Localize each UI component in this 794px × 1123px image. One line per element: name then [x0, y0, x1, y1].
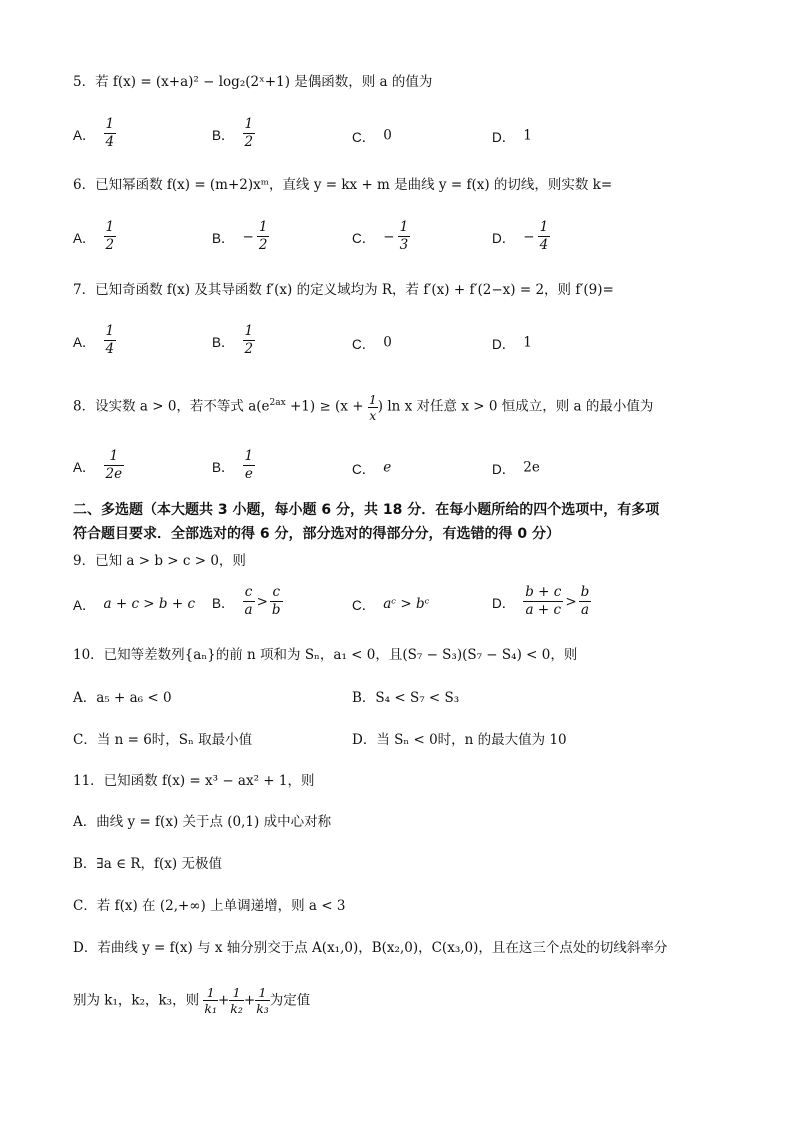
- q8-option-c: [352, 458, 391, 478]
- q11-option-d-line2: [73, 978, 310, 1023]
- denominator: 4: [105, 341, 115, 357]
- option-label: C．: [352, 230, 376, 246]
- numerator: 1: [105, 323, 115, 339]
- numerator: b + c: [525, 584, 562, 600]
- numerator: 1: [399, 219, 409, 235]
- option-value: 0: [383, 127, 392, 144]
- section-heading-line1: 二、多选题（本大题共 3 小题，每小题 6 分，共 18 分．在每小题所给的四个选项中，有多项: [73, 502, 660, 518]
- q7-option-a: [73, 323, 116, 358]
- q11-option-c: C．若 f(x) 在 (2,+∞) 上单调递增，则 a < 3: [73, 898, 346, 914]
- q5-option-c: [352, 126, 392, 146]
- q11-option-b: B．∃a ∈ R，f(x) 无极值: [73, 856, 222, 872]
- option-value: 2e: [523, 459, 540, 476]
- q11-option-d-line1: D．若曲线 y = f(x) 与 x 轴分别交于点 A(x₁,0)，B(x₂,0)，C(x₃,0)，且在这三个点处的切线斜率分: [73, 940, 668, 956]
- denominator: 2e: [105, 466, 123, 482]
- denominator: a: [579, 601, 592, 619]
- denominator: x: [369, 407, 377, 423]
- q10-option-b: B．S₄ < S₇ < S₃: [352, 690, 460, 706]
- q10-option-c: C．当 n = 6时，Sₙ 取最小值: [73, 732, 253, 748]
- fraction: [538, 219, 551, 254]
- q9-option-a: [73, 594, 195, 614]
- option-label: D．: [492, 337, 516, 352]
- q11-stem: 11．已知函数 f(x) = x³ − ax² + 1，则: [73, 773, 315, 789]
- option-label: B．: [212, 230, 235, 246]
- numerator: c: [244, 584, 253, 600]
- q5-option-b: [212, 116, 255, 151]
- option-label: C．: [352, 130, 376, 145]
- q8-fraction: [368, 392, 378, 423]
- option-value: aᶜ > bᶜ: [383, 596, 430, 612]
- fraction: [243, 323, 256, 358]
- q11-d-suffix: 为定值: [269, 992, 311, 1009]
- q8-option-b: [212, 448, 255, 483]
- denominator: a: [244, 602, 253, 618]
- denominator: k₁: [204, 1001, 217, 1016]
- fraction: [104, 448, 125, 483]
- numerator: 1: [206, 985, 215, 1000]
- option-label: C．: [352, 337, 376, 352]
- q5-option-d: [492, 126, 532, 146]
- option-label: D．: [492, 462, 516, 477]
- denominator: 4: [105, 134, 115, 150]
- q9-option-c: [352, 594, 429, 614]
- fraction: [243, 584, 255, 619]
- fraction: [398, 219, 411, 254]
- option-value: 1: [523, 334, 532, 351]
- minus-sign: −: [383, 228, 395, 245]
- q5-stem: 5．若 f(x) = (x+a)² − log₂(2ˣ+1) 是偶函数，则 a 的值为: [73, 74, 433, 90]
- numerator: 1: [244, 448, 254, 464]
- q9-stem: 9．已知 a > b > c > 0，则: [73, 553, 246, 569]
- option-label: B．: [212, 127, 235, 143]
- numerator: c: [272, 584, 280, 600]
- option-value: 1: [523, 127, 532, 144]
- minus-sign: −: [242, 228, 254, 245]
- q7-option-b: [212, 323, 255, 358]
- numerator: b: [580, 584, 590, 600]
- fraction: [243, 116, 256, 151]
- denominator: 3: [399, 237, 409, 253]
- numerator: 1: [105, 116, 115, 132]
- q5-option-a: [73, 116, 116, 151]
- fraction: [243, 448, 256, 483]
- q10-stem: 10．已知等差数列{aₙ}的前 n 项和为 Sₙ，a₁ < 0，且(S₇ − S₃)(S₇ − S₄) < 0，则: [73, 647, 578, 663]
- section-heading: [73, 498, 733, 546]
- option-label: A．: [73, 230, 96, 246]
- q7-stem: 7．已知奇函数 f(x) 及其导函数 f′(x) 的定义域均为 R，若 f′(x) + f′(2−x) = 2，则 f′(9)=: [73, 282, 614, 298]
- denominator: 4: [539, 237, 549, 253]
- q8-option-d: [492, 458, 540, 478]
- q6-option-a: [73, 219, 116, 254]
- plus-sign: +: [217, 992, 230, 1009]
- fraction: [523, 584, 563, 619]
- option-label: B．: [212, 459, 235, 475]
- section-heading-line2: 符合题目要求．全部选对的得 6 分，部分选对的得部分分，有选错的得 0 分）: [73, 526, 560, 542]
- q8-stem-part1: 8．设实数 a > 0，若不等式 a(e: [73, 398, 270, 415]
- fraction: [579, 584, 592, 619]
- denominator: 2: [244, 134, 254, 150]
- option-label: A．: [73, 334, 96, 350]
- option-label: A．: [73, 598, 96, 613]
- option-label: C．: [352, 462, 376, 477]
- q8-stem: [73, 385, 653, 425]
- option-label: B．: [212, 334, 235, 350]
- q6-option-c: [352, 219, 410, 254]
- option-value: 0: [383, 334, 392, 351]
- denominator: k₂: [230, 1001, 243, 1016]
- numerator: 1: [105, 219, 115, 235]
- denominator: 2: [244, 341, 254, 357]
- option-label: A．: [73, 459, 96, 475]
- q7-option-c: [352, 333, 392, 353]
- numerator: 1: [232, 985, 241, 1000]
- numerator: 1: [539, 219, 549, 235]
- q10-option-a: A．a₅ + a₆ < 0: [73, 690, 172, 706]
- denominator: a + c: [523, 601, 563, 619]
- option-label: D．: [492, 130, 516, 145]
- q11-d-text: 别为 k₁，k₂，k₃，则: [73, 992, 200, 1009]
- q6-stem: 6．已知幂函数 f(x) = (m+2)xᵐ，直线 y = kx + m 是曲线 y = f(x) 的切线，则实数 k=: [73, 177, 613, 193]
- fraction: [270, 584, 283, 619]
- option-label: D．: [492, 595, 516, 611]
- fraction: [255, 985, 270, 1016]
- denominator: b: [271, 602, 281, 618]
- q7-option-d: [492, 333, 532, 353]
- q6-option-d: [492, 219, 550, 254]
- q9-option-d: D． $\frac{b + c}{a + c}$ > $\frac{b}{a}$: [492, 584, 590, 618]
- denominator: 2: [258, 237, 268, 253]
- numerator: 1: [368, 391, 377, 407]
- fraction: [257, 219, 270, 254]
- fraction: [203, 985, 218, 1016]
- numerator: 1: [244, 323, 254, 339]
- option-label: D．: [492, 230, 516, 246]
- minus-sign: −: [523, 228, 535, 245]
- fraction: [104, 323, 117, 358]
- fraction: [104, 219, 117, 254]
- option-label: C．: [352, 598, 376, 613]
- q11-option-a: A．曲线 y = f(x) 关于点 (0,1) 成中心对称: [73, 814, 332, 830]
- q9-option-b: B． $\frac{c}{a}$ > $\frac{c}{b}$: [212, 584, 281, 618]
- q8-exponent: 2ax: [269, 398, 286, 408]
- q10-option-d: D．当 Sₙ < 0时，n 的最大值为 10: [352, 732, 567, 748]
- numerator: 1: [244, 116, 254, 132]
- denominator: 2: [105, 237, 115, 253]
- numerator: 1: [258, 219, 268, 235]
- q8-option-a: [73, 448, 124, 483]
- numerator: 1: [109, 448, 119, 464]
- fraction: [229, 985, 244, 1016]
- option-label: A．: [73, 127, 96, 143]
- denominator: e: [243, 465, 256, 483]
- option-value: e: [383, 459, 392, 476]
- fraction: [104, 116, 117, 151]
- plus-sign: +: [243, 992, 256, 1009]
- denominator: k₃: [256, 1001, 269, 1016]
- q8-stem-part2: +1) ≥ (x +: [285, 398, 364, 415]
- q8-stem-part3: ) ln x 对任意 x > 0 恒成立，则 a 的最小值为: [377, 398, 654, 415]
- option-label: B．: [212, 595, 235, 611]
- option-value: a + c > b + c: [103, 596, 196, 612]
- q6-option-b: [212, 219, 269, 254]
- numerator: 1: [258, 985, 267, 1000]
